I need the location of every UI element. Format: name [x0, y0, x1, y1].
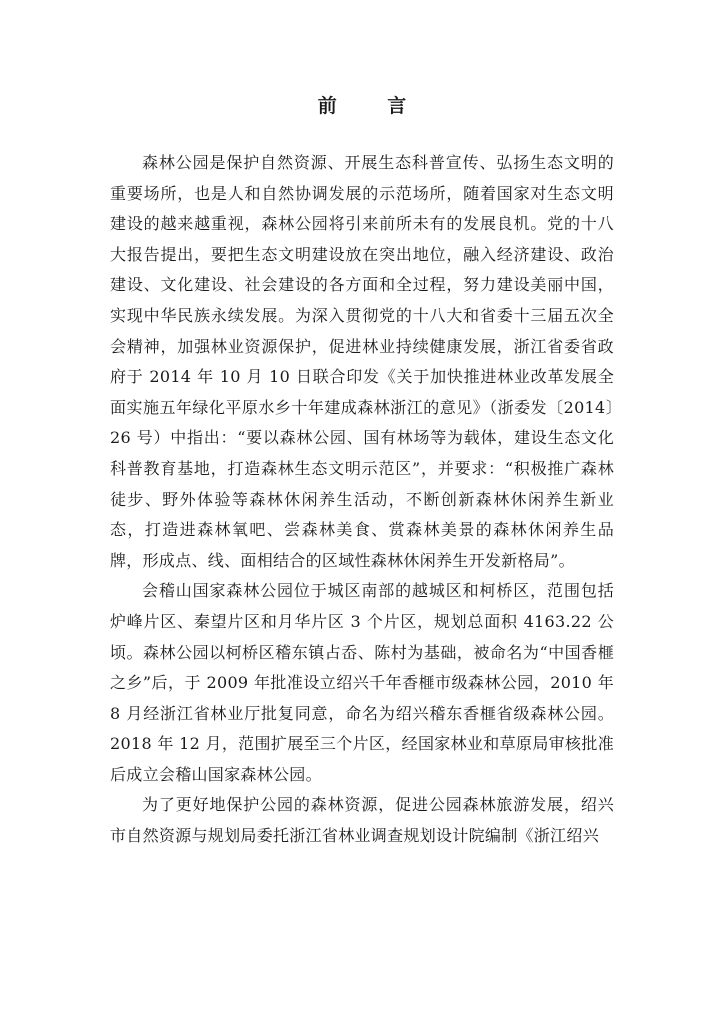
paragraph-planning: 为了更好地保护公园的森林资源，促进公园森林旅游发展，绍兴市自然资源与规划局委托浙江省林业调查规划设计院编制《浙江绍兴: [110, 795, 614, 846]
body-text: [110, 148, 614, 852]
page-title: 前 言: [317, 95, 429, 117]
paragraph-introduction: 森林公园是保护自然资源、开展生态科普宣传、弘扬生态文明的重要场所，也是人和自然协调发展的示范场所，随着国家对生态文明建设的越来越重视，森林公园将引来前所未有的发展良机。党的十八大报告提出，要把生态文明建设放在突出地位，融入经济建设、政治建设、文化建设、社会建设的各方面和全过程，努力建设美丽中国，实现中华民族永续发展。为深入贯彻党的十八大和省委十三届五次全会精神，加强林业资源保护，促进林业持续健康发展，浙江省委省政府于 2014 年 10 月 10 日联合印发《关于加快推进林业改革发展全面实施五年绿化平原水乡十年建成森林浙江的意见》（浙委发〔2014〕26 号）中指出：“要以森林公园、国有林场等为载体，建设生态文化科普教育基地，打造森林生态文明示范区”，并要求：“积极推广森林徒步、野外体验等森林休闲养生活动，不断创新森林休闲养生新业态，打造进森林氧吧、尝森林美食、赏森林美景的森林休闲养生品牌，形成点、线、面相结合的区域性森林休闲养生开发新格局”。: [110, 153, 614, 570]
paragraph-park-overview: 会稽山国家森林公园位于城区南部的越城区和柯桥区，范围包括炉峰片区、秦望片区和月华片区 3 个片区，规划总面积 4163.22 公顷。森林公园以柯桥区稽东镇占岙、陈村为基础，被命名为“中国香榧之乡”后，于 2009 年批准设立绍兴千年香榧市级森林公园，2010 年 8 月经浙江省林业厅批复同意，命名为绍兴稽东香榧省级森林公园。2018 年 12 月，范围扩展至三个片区，经国家林业和草原局审核批准后成立会稽山国家森林公园。: [110, 581, 614, 784]
